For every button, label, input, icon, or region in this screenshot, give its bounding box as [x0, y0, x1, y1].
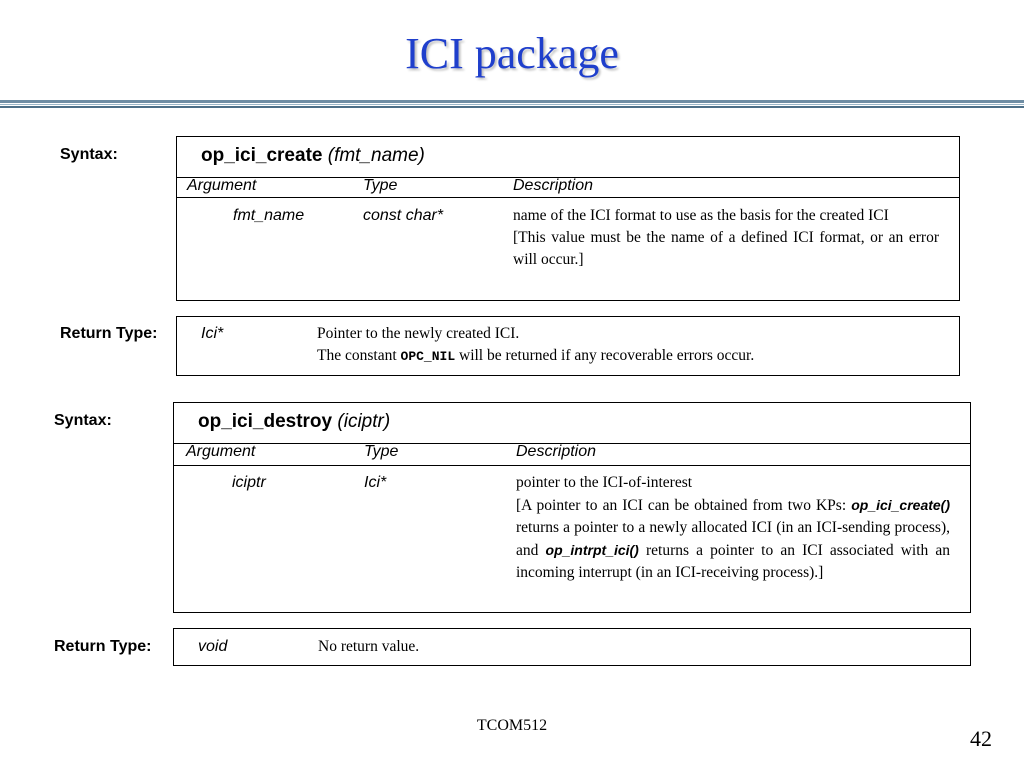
create-type-value: const char* — [363, 207, 444, 224]
create-col-description: Description — [513, 177, 594, 194]
title-divider — [0, 100, 1024, 103]
create-arg-value: fmt_name — [233, 207, 305, 224]
create-return-line2 — [317, 345, 937, 368]
create-header-bottom-line — [177, 197, 959, 198]
destroy-return-box — [173, 628, 971, 666]
destroy-return-desc: No return value. — [318, 638, 420, 655]
create-signature — [201, 145, 959, 167]
destroy-syntax-box — [173, 402, 971, 613]
create-return-box — [176, 316, 960, 376]
create-return-desc — [317, 323, 937, 368]
create-return-type: Ici* — [201, 325, 224, 342]
destroy-arg-value: iciptr — [232, 474, 266, 491]
create-desc — [513, 205, 939, 271]
opc-nil-code: OPC_NIL — [400, 349, 456, 364]
destroy-desc-paragraph — [516, 494, 950, 584]
fn-op-ici-create: op_ici_create() — [851, 497, 951, 513]
create-desc-line1: name of the ICI format to use as the basis for the created ICI — [513, 207, 889, 224]
destroy-func-args: (iciptr) — [337, 411, 391, 432]
fn-op-intrpt-ici: op_intrpt_ici() — [545, 542, 639, 558]
create-return-line2-post: will be returned if any recoverable errors occur. — [459, 347, 755, 364]
destroy-col-argument: Argument — [186, 443, 256, 460]
destroy-return-type: void — [198, 638, 228, 655]
destroy-signature — [198, 411, 970, 433]
create-col-argument: Argument — [187, 177, 257, 194]
title-divider-bottom — [0, 106, 1024, 108]
return-label-destroy: Return Type: — [54, 638, 152, 655]
destroy-desc-p2: returns a pointer to a newly allocated ICI (in an ICI-sending process), and — [516, 519, 950, 559]
create-return-line1: Pointer to the newly created ICI. — [317, 325, 520, 342]
destroy-header-bottom-line — [174, 465, 970, 466]
destroy-func-name: op_ici_destroy — [198, 411, 333, 432]
page-number: 42 — [970, 726, 992, 751]
create-func-args: (fmt_name) — [327, 145, 425, 166]
create-desc-line2: [This value must be the name of a defined ICI format, or an error will occur.] — [513, 229, 939, 268]
syntax-label-create: Syntax: — [60, 146, 118, 163]
footer-course: TCOM512 — [476, 717, 548, 734]
destroy-desc — [516, 472, 950, 584]
title-divider-thin — [0, 104, 1024, 105]
destroy-col-description: Description — [516, 443, 597, 460]
destroy-desc-p1: [A pointer to an ICI can be obtained from two KPs: — [516, 497, 847, 514]
create-syntax-box — [176, 136, 960, 301]
destroy-type-value: Ici* — [364, 474, 387, 491]
return-label-create: Return Type: — [60, 325, 158, 342]
destroy-desc-line1: pointer to the ICI-of-interest — [516, 474, 693, 491]
slide-title: ICI package — [405, 29, 619, 78]
syntax-label-destroy: Syntax: — [54, 412, 112, 429]
create-return-line2-pre: The constant — [317, 347, 397, 364]
create-col-type: Type — [363, 177, 398, 194]
create-func-name: op_ici_create — [201, 145, 323, 166]
destroy-col-type: Type — [364, 443, 399, 460]
destroy-desc-p3: returns a pointer to an ICI associated with an incoming interrupt (in an ICI-receiving process).] — [516, 542, 951, 581]
